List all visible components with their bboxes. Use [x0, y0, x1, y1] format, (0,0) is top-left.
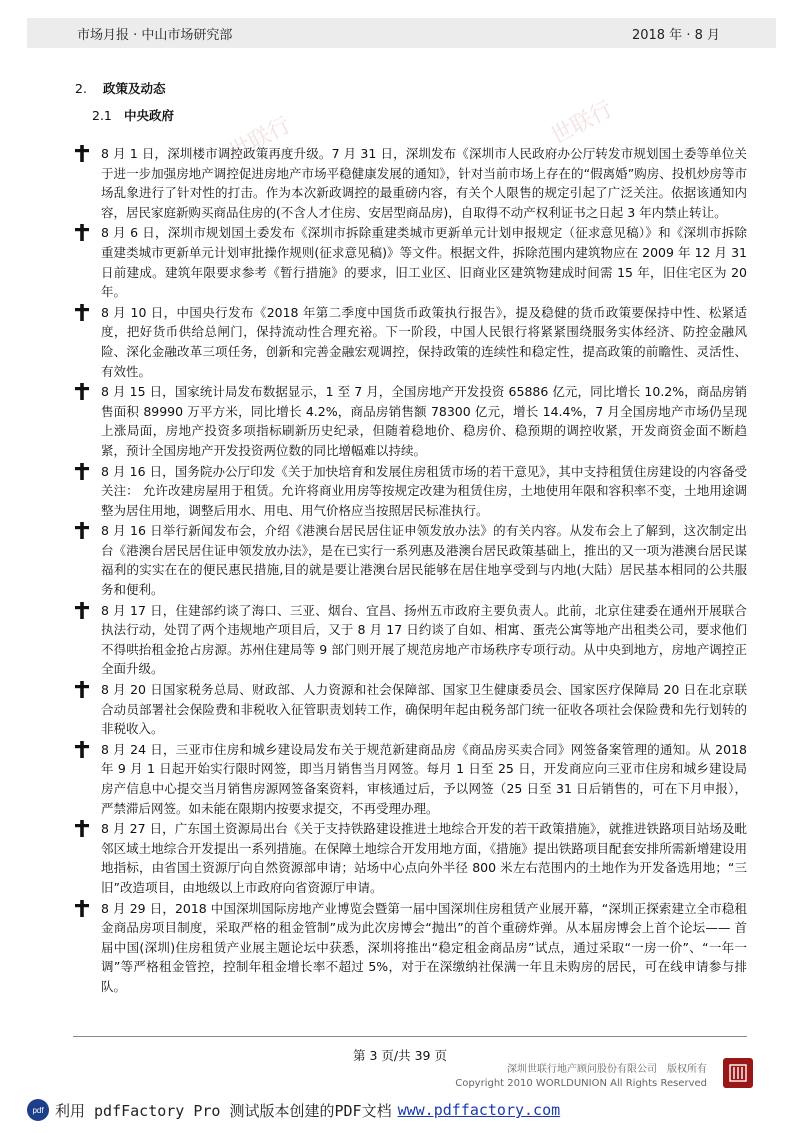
cross-bullet-icon — [73, 145, 91, 163]
policy-item-text: 8 月 16 日，国务院办公厅印发《关于加快培育和发展住房租赁市场的若干意见》，其中支持租赁住房建设的内容备受关注： 允许改建房屋用于租赁。允许将商业用房等按规定改建为租赁住房，土地使用年限和容积率不变，土地用途调整为居住用地，调整后用水、用电、用气价格应当按照居民标准执行。 — [101, 463, 747, 518]
policy-item — [73, 899, 747, 997]
policy-item — [73, 223, 747, 301]
policy-item — [73, 382, 747, 460]
policy-item-text: 8 月 29 日，2018 中国深圳国际房地产业博览会暨第一届中国深圳住房租赁产业展开幕，“深圳正探索建立全市稳租金商品房项目制度，采取严格的租金管制”成为此次房博会“抛出”的首个重磅炸弹。从本届房博会上首个论坛—— 首届中国(深圳)住房租赁产业展主题论坛中获悉，深圳将推出“稳定租金商品房”试点，通过采取“一房一价”、“一年一调”等严格租金管控，控制年租金增长率不超过 5%，对于在深缴纳社保满一年且未购房的居民，可在线申请参与排队。 — [101, 900, 747, 994]
cross-bullet-icon — [73, 820, 91, 838]
policy-item — [73, 303, 747, 381]
pdffactory-icon-label: pdf — [32, 1105, 44, 1115]
section-title: 政策及动态 — [103, 81, 166, 96]
cross-bullet-icon — [73, 741, 91, 759]
policy-item — [73, 680, 747, 739]
policy-item — [73, 521, 747, 599]
subsection-number: 2.1 — [92, 108, 112, 123]
pdffactory-icon — [27, 1099, 49, 1121]
company-name: 深圳世联行地产顾问股份有限公司 版权所有 — [507, 1064, 707, 1075]
policy-item-text: 8 月 16 日举行新闻发布会，介绍《港澳台居民居住证申领发放办法》的有关内容。从发布会上了解到，这次制定出台《港澳台居民居住证申领发放办法》，是在已实行一系列惠及港澳台居民政策基础上，推出的又一项为港澳台居民谋福利的实实在在的便民惠民措施,目的就是要让港澳台居民能够在居住地享受到与内地(大陆）居民基本相同的公共服务和便利。 — [101, 523, 747, 598]
company-info — [455, 1063, 707, 1091]
cross-bullet-icon — [73, 900, 91, 918]
cross-bullet-icon — [73, 602, 91, 620]
watermark-left: 世联行 — [224, 112, 295, 166]
copyright-text: Copyright 2010 WORLDUNION All Rights Reserved — [455, 1078, 707, 1089]
policy-item-text: 8 月 6 日，深圳市规划国土委发布《深圳市拆除重建类城市更新单元计划申报规定（征求意见稿）》和《深圳市拆除重建类城市更新单元计划审批操作规则(征求意见稿)》等文件。根据文件，拆除范围内建筑物应在 2009 年 12 月 31 日前建成。建筑年限要求参考《暂行措施》的要求，旧工业区、旧商业区建筑物建成时间需 15 年，旧住宅区为 20 年。 — [101, 225, 747, 300]
policy-item — [73, 462, 747, 521]
section-heading — [75, 79, 166, 97]
footer-divider — [73, 1036, 747, 1037]
worldunion-logo-icon — [723, 1058, 753, 1088]
cross-bullet-icon — [73, 463, 91, 481]
pdffactory-link[interactable]: www.pdffactory.com — [397, 1101, 561, 1119]
cross-bullet-icon — [73, 304, 91, 322]
policy-item-text: 8 月 20 日国家税务总局、财政部、人力资源和社会保障部、国家卫生健康委员会、国家医疗保障局 20 日在北京联合动员部署社会保险费和非税收入征管职责划转工作，确保明年起由税务部门统一征收各项社会保险费和先行划转的非税收入。 — [101, 682, 747, 737]
policy-item-text: 8 月 24 日，三亚市住房和城乡建设局发布关于规范新建商品房《商品房买卖合同》网签备案管理的通知。从 2018 年 9 月 1 日起开始实行限时网签，即当月销售当月网签。每月 1 日至 25 日，开发商应向三亚市住房和城乡建设局房产信息中心提交当月销售房源网签备案资料，审核通过后，予以网签（25 日至 31 日后销售的，可在下月申报），严禁滞后网签。如未能在限期内按要求提交，不再受理办理。 — [101, 741, 747, 816]
cross-bullet-icon — [73, 681, 91, 699]
subsection-heading — [92, 106, 174, 124]
policy-item-text: 8 月 10 日，中国央行发布《2018 年第二季度中国货币政策执行报告》，提及稳健的货币政策要保持中性、松紧适度，把好货币供给总闸门，保持流动性合理充裕。下一阶段，中国人民银行将紧紧围绕服务实体经济、防控金融风险、深化金融改革三项任务，创新和完善金融宏观调控，保持政策的连续性和稳定性，提高政策的前瞻性、灵活性、有效性。 — [101, 304, 747, 379]
cross-bullet-icon — [73, 383, 91, 401]
subsection-title: 中央政府 — [124, 108, 175, 123]
policy-item — [73, 740, 747, 818]
pdffactory-footer — [27, 1097, 787, 1123]
cross-bullet-icon — [73, 224, 91, 242]
watermark-right: 世联行 — [546, 96, 617, 150]
policy-list — [73, 144, 747, 998]
policy-item — [73, 144, 747, 222]
policy-item — [73, 601, 747, 679]
header-title: 市场月报 · 中山市场研究部 — [77, 27, 233, 43]
header-date: 2018 年 · 8 月 — [631, 27, 720, 43]
page-number: 第 3 页/共 39 页 — [353, 1048, 447, 1063]
section-number: 2. — [75, 81, 87, 96]
policy-item-text: 8 月 15 日，国家统计局发布数据显示，1 至 7 月，全国房地产开发投资 65886 亿元，同比增长 10.2%，商品房销售面积 89990 万平方米，同比增长 4.2%，商品房销售额 78300 亿元，增长 14.4%，7 月全国房地产市场仍呈现上涨局面，房地产投资多项指标刷新历史纪录，但随着稳地价、稳房价、稳预期的调控收紧，开发商资金面不断趋紧，预计全国房地产开发投资两位数的同比增幅难以持续。 — [101, 384, 747, 458]
policy-item-text: 8 月 1 日，深圳楼市调控政策再度升级。7 月 31 日，深圳发布《深圳市人民政府办公厅转发市规划国土委等单位关于进一步加强房地产调控促进房地产市场平稳健康发展的通知》，针对当前市场上存在的“假离婚”购房、投机炒房等市场乱象进行了针对性的打击。作为本次新政调控的最重磅内容，有关个人限售的规定引起了广泛关注。依据该通知内容，居民家庭新购买商品住房的(不含人才住房、安居型商品房)，自取得不动产权利证书之日起 3 年内禁止转让。 — [101, 146, 747, 220]
page-header — [27, 18, 776, 48]
policy-item — [73, 819, 747, 897]
policy-item-text: 8 月 17 日，住建部约谈了海口、三亚、烟台、宜昌、扬州五市政府主要负责人。此前，北京住建委在通州开展联合执法行动，处罚了两个违规地产项目后，又于 8 月 17 日约谈了自如、相寓、蛋壳公寓等地产出租类公司，要求他们不得哄抬租金抢占房源。苏州住建局等 9 部门则开展了规范房地产市场秩序专项行动。从中央到地方，房地产调控正全面升级。 — [101, 602, 747, 677]
footer-text: 利用 pdfFactory Pro 测试版本创建的PDF文档 — [55, 1101, 392, 1120]
cross-bullet-icon — [73, 522, 91, 540]
policy-item-text: 8 月 27 日，广东国土资源局出台《关于支持铁路建设推进土地综合开发的若干政策措施》，就推进铁路项目站场及毗邻区域土地综合开发提出一系列措施。在保障土地综合开发用地方面，《措施》提出铁路项目配套安排所需新增建设用地指标，由省国土资源厅向自然资源部申请；站场中心点向外半径 800 米左右范围内的土地作为开发备选用地；“三旧”改造项目，由地级以上市政府向省资源厅申请。 — [101, 821, 747, 895]
